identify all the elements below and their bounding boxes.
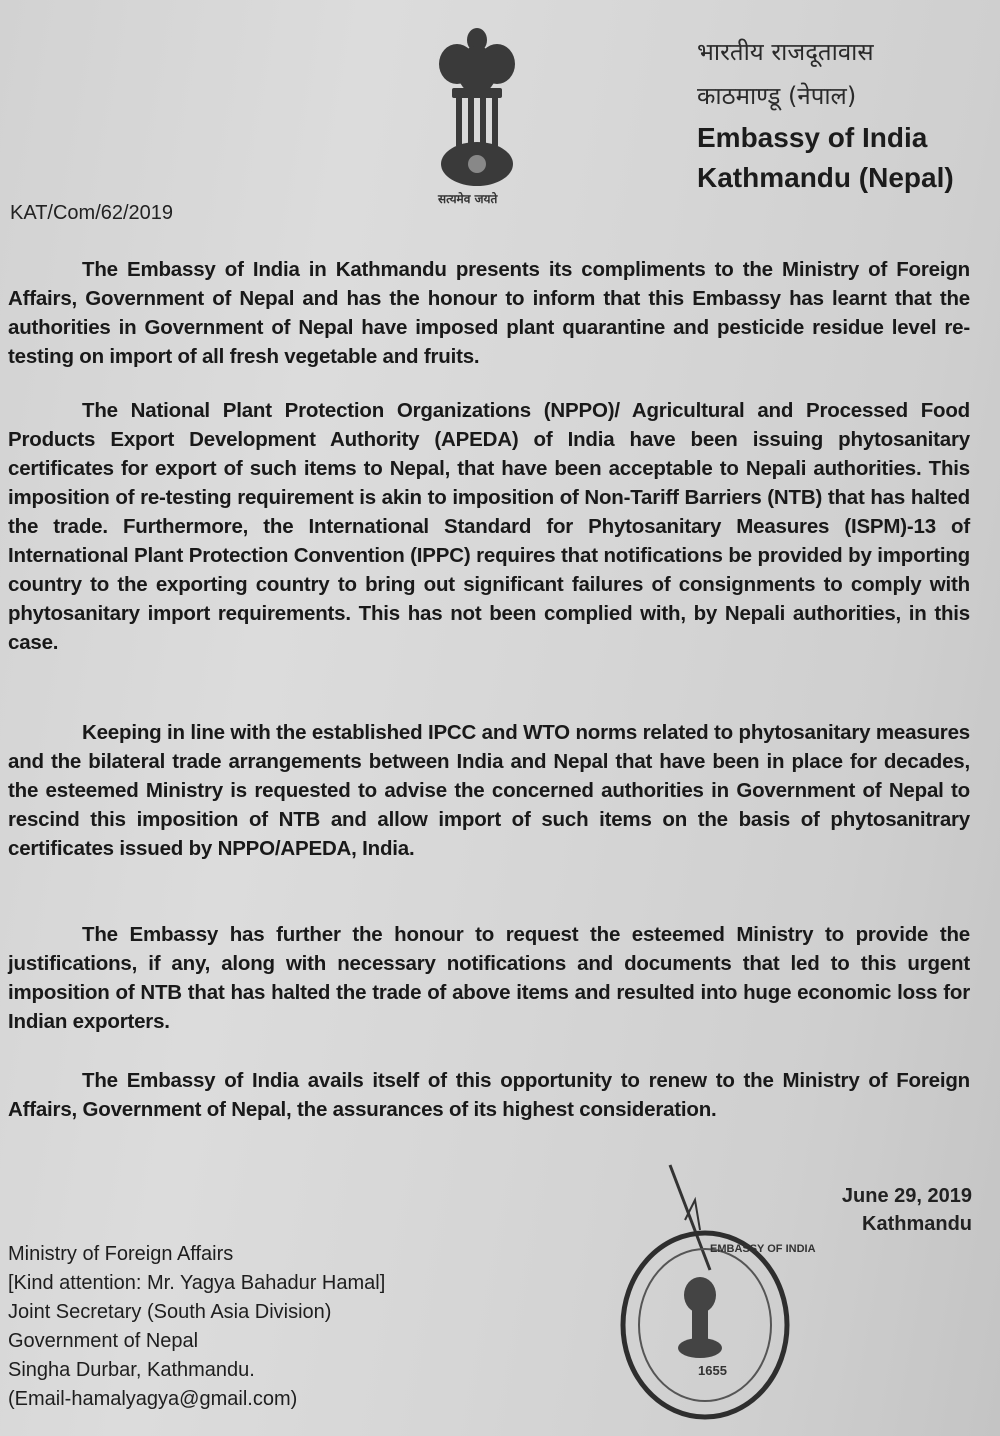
letter-place: Kathmandu <box>862 1213 972 1235</box>
hindi-title-line2: काठमाण्डू (नेपाल) <box>697 82 857 110</box>
paragraph-text: The Embassy of India avails itself of this opportunity to renew to the Ministry of Foreign Affairs, Government of Nepal, the assurances of its highest consideration. <box>8 1069 970 1121</box>
official-stamp <box>600 1160 816 1420</box>
paragraph-text: The Embassy has further the honour to request the esteemed Ministry to provide the justifications, if any, along with necessary notifications and documents that led to this urgent imposition of NTB that has halted the trade of above items and resulted into huge economic loss for Indian exporters. <box>8 923 970 1033</box>
letter-date: June 29, 2019 <box>841 1185 972 1207</box>
emblem-motto: सत्यमेव जयते <box>438 192 498 206</box>
paragraph-4 <box>8 920 970 1036</box>
paragraph-1 <box>8 255 970 371</box>
embassy-title: Embassy of India <box>697 122 928 153</box>
letterhead-title-block <box>697 30 954 198</box>
stamp-text: EMBASSY OF INDIA <box>710 1243 816 1255</box>
addressee-line: Government of Nepal <box>8 1330 199 1352</box>
paragraph-text: The National Plant Protection Organizations (NPPO)/ Agricultural and Processed Food Products Export Development Authority (APEDA) of India have been issuing phytosanitary certificates for export of such items to Nepal, that have been acceptable to Nepali authorities. This imposition of re-testing requirement is akin to imposition of Non-Tariff Barriers (NTB) that has halted the trade. Furthermore, the International Standard for Phytosanitary Measures (ISPM)-13 of International Plant Protection Convention (IPPC) requires that notifications be provided by importing country to the exporting country to bring out significant failures of consignments to comply with phytosanitary import requirements. This has not been complied with, by Nepali authorities, in this case. <box>8 399 970 654</box>
paragraph-5 <box>8 1066 970 1124</box>
paragraph-2 <box>8 396 970 657</box>
national-emblem-icon <box>432 22 522 212</box>
paragraph-text: The Embassy of India in Kathmandu presents its compliments to the Ministry of Foreign Affairs, Government of Nepal and has the honour to inform that this Embassy has learnt that the authorities in Government of Nepal have imposed plant quarantine and pesticide residue level re-testing on import of all fresh vegetable and fruits. <box>8 258 970 368</box>
paragraph-text: Keeping in line with the established IPCC and WTO norms related to phytosanitary measures and the bilateral trade arrangements between India and Nepal that have been in place for decades, the esteemed Ministry is requested to advise the concerned authorities in Government of Nepal to rescind this imposition of NTB and allow import of such items on the basis of phytosanitrary certificates issued by NPPO/APEDA, India. <box>8 721 970 860</box>
paragraph-3 <box>8 718 970 863</box>
addressee-block <box>8 1240 385 1414</box>
addressee-line: Singha Durbar, Kathmandu. <box>8 1359 255 1381</box>
addressee-line: Ministry of Foreign Affairs <box>8 1243 234 1265</box>
stamp-number: 1655 <box>698 1363 727 1378</box>
addressee-line: [Kind attention: Mr. Yagya Bahadur Hamal] <box>8 1272 386 1294</box>
addressee-email: (Email-hamalyagya@gmail.com) <box>8 1388 298 1410</box>
reference-number: KAT/Com/62/2019 <box>10 202 174 224</box>
hindi-title-line1: भारतीय राजदूतावास <box>697 38 874 66</box>
addressee-line: Joint Secretary (South Asia Division) <box>8 1301 332 1323</box>
date-block <box>842 1182 972 1238</box>
embassy-location: Kathmandu (Nepal) <box>697 162 954 193</box>
